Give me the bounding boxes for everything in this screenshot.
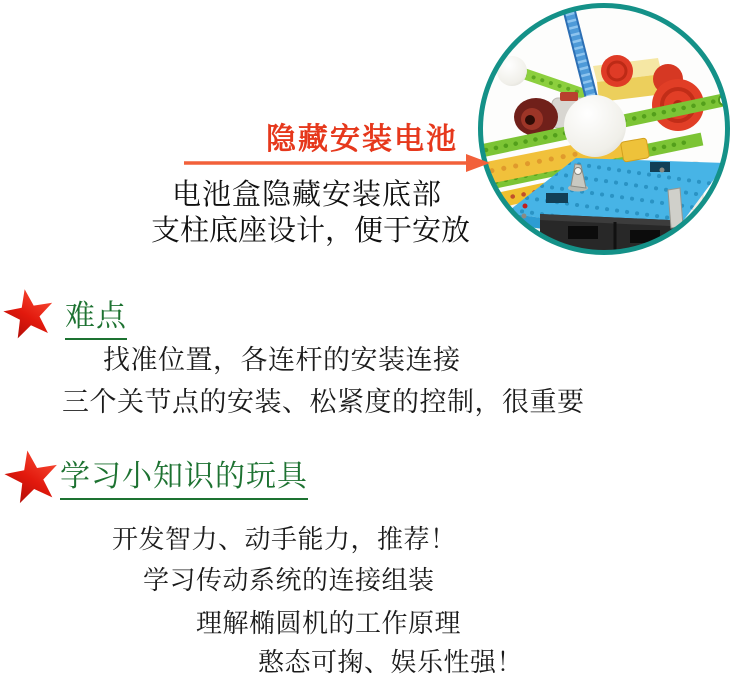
caption-line-1: 电池盒隐藏安装底部 — [172, 179, 443, 211]
product-photo — [472, 0, 736, 262]
callout-arrow-icon — [180, 149, 492, 177]
learning-line-3: 理解椭圆机的工作原理 — [196, 609, 462, 638]
difficulty-line-1: 找准位置，各连杆的安装连接 — [103, 345, 461, 375]
learning-line-4: 憨态可掬、娱乐性强！ — [258, 648, 524, 677]
product-photo-illustration — [472, 0, 736, 262]
learning-line-1: 开发智力、动手能力，推荐！ — [112, 525, 457, 554]
star-icon — [2, 287, 56, 346]
callout-text: 隐藏安装电池 — [266, 123, 458, 156]
learning-line-2: 学习传动系统的连接组装 — [143, 566, 435, 595]
caption-line-2: 支柱底座设计，便于安放 — [151, 215, 471, 247]
star-icon — [3, 448, 61, 511]
section-heading-learning: 学习小知识的玩具 — [60, 460, 308, 500]
difficulty-line-2: 三个关节点的安装、松紧度的控制，很重要 — [62, 387, 585, 417]
section-heading-difficulty: 难点 — [65, 300, 127, 340]
